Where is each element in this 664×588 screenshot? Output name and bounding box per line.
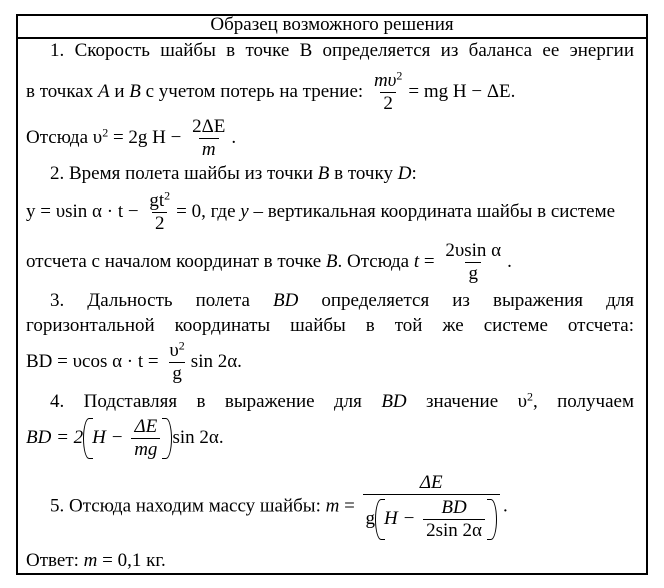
p2-line3: отсчета с началом координат в точке B. Отсюда t = $\frac{\text{2υsin α}}{g}$ .	[26, 240, 512, 284]
p1-line2: в точках A и B с учетом потерь на трение: $\frac{m\upsilon^2}{2}$ = mg H − ΔE.	[26, 68, 516, 114]
p1-fraction2: $\frac{2\Delta E}{m}$	[192, 116, 226, 160]
p2-fraction: $\frac{gt^2}{2}$	[149, 188, 171, 234]
p2-fraction2: $\frac{\text{2υsin α}}{g}$	[445, 240, 502, 284]
p5-inner-fraction: $\frac{BD}{2\sin 2\alpha}$	[423, 497, 485, 542]
p5-parenthesis: H − $\frac{BD}{2\sin 2\alpha}$	[375, 497, 497, 542]
header-divider	[16, 37, 648, 39]
p5-fraction: ΔE g H − $\frac{BD}{2\sin 2\alpha}$	[363, 472, 500, 542]
p1-fraction: $\frac{m\upsilon^2}{2}$	[373, 68, 403, 114]
p1-line3: Отсюда $\upsilon^2 = 2g$ H − $\frac{2\Delta E}{m}$ .	[26, 116, 237, 160]
p2-line2: y = υsin α · t − $\frac{gt^2}{2}$ = 0, где y – вертикальная координата шайбы в системе	[26, 188, 616, 234]
header-title: Образец возможного решения	[210, 14, 454, 35]
answer-line: Ответ: m = 0,1 кг.	[26, 550, 166, 571]
p4-line1: 4. Подставляя в выражение для BD значение $\upsilon^2$, получаем	[50, 389, 634, 412]
p4-parenthesis: H − $\frac{\Delta E}{mg}$	[83, 416, 172, 461]
p1-line1: 1. Скорость шайбы в точке B определяется из баланса ее энергии	[50, 40, 634, 61]
p4-fraction: $\frac{\Delta E}{mg}$	[131, 416, 160, 461]
p3-fraction: $\frac{\upsilon^2}{g}$	[169, 338, 185, 384]
p5-line: 5. Отсюда находим массу шайбы: m = ΔE g H − $\frac{BD}{2\sin 2\alpha}$ .	[50, 472, 508, 541]
p3-line2: горизонтальной координаты шайбы в той же системе отсчета:	[26, 315, 634, 336]
p3-line3: BD = υcos α · t = $\frac{\upsilon^2}{g}$ sin 2α.	[26, 338, 242, 384]
p4-line2: BD = 2 H − $\frac{\Delta E}{mg}$ sin 2α.	[26, 416, 224, 460]
p3-line1: 3. Дальность полета BD определяется из выражения для	[50, 290, 634, 311]
p2-line1: 2. Время полета шайбы из точки B в точку D:	[50, 163, 417, 184]
